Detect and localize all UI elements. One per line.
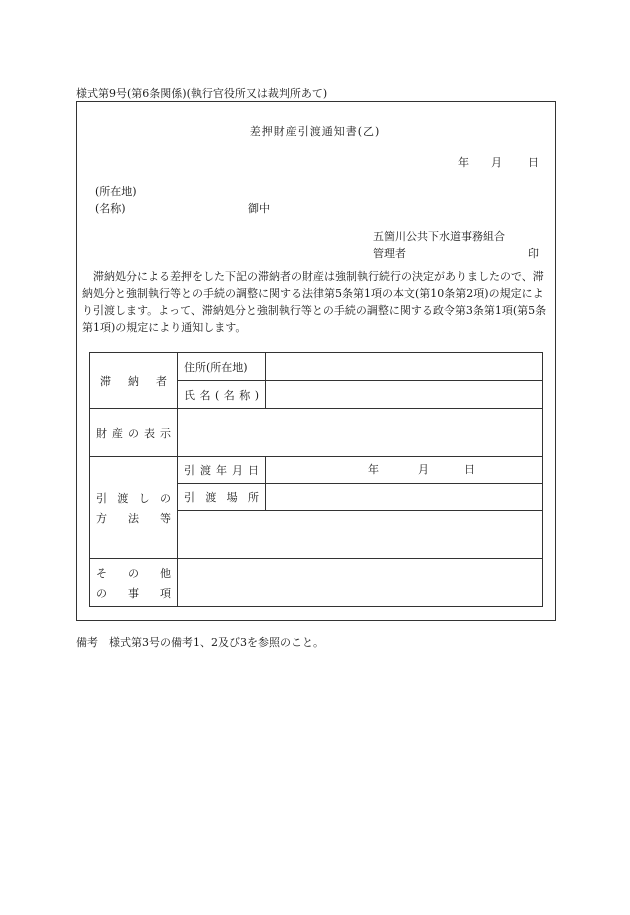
body-paragraph: 滞納処分による差押をした下記の滞納者の財産は強制執行続行の決定がありましたので、滞納処分と強制執行等との手続の調整に関する法律第5条第1項の本文(第10条第2項)の規定により引渡します。よって、滞納処分と強制執行等との手続の調整に関する政令第3条第1項(第5条第1項)の規定により通知します。: [82, 270, 547, 334]
page-title: 差押財産引渡通知書(乙): [249, 125, 381, 138]
sender-organization: 五箇川公共下水道事務組合: [373, 230, 505, 243]
other-label-line1: その他: [96, 566, 171, 580]
other-label-cell: [90, 559, 178, 607]
name-label: 氏名(名称): [184, 388, 259, 402]
date-month-label: 月: [491, 156, 502, 169]
form-label: 様式第9号(第6条関係)(執行官役所又は裁判所あて): [76, 87, 328, 100]
property-value-cell[interactable]: [178, 409, 543, 457]
delivery-date-label-cell: [178, 457, 266, 484]
other-label-line2: の事項: [96, 586, 171, 600]
delivery-year-label: 年: [368, 463, 379, 476]
date-year-label: 年: [458, 156, 469, 169]
delivery-place-label-cell: [178, 484, 266, 511]
delivery-date-value-cell[interactable]: [266, 457, 543, 484]
delivery-place-label: 引渡場所: [184, 491, 259, 504]
address-label: 住所(所在地): [184, 360, 248, 374]
name-value-cell[interactable]: [266, 381, 543, 409]
sender-manager: 管理者: [373, 247, 406, 260]
delivery-label-line2: 方法等: [96, 511, 171, 525]
delinquent-label-cell: [90, 353, 178, 409]
other-value-cell[interactable]: [178, 559, 543, 607]
name-label-cell: [178, 381, 266, 409]
address-label-cell: [178, 353, 266, 381]
property-label-cell: [90, 409, 178, 457]
details-table: [89, 352, 543, 607]
seal-mark: 印: [528, 247, 539, 260]
delivery-label-cell: [90, 457, 178, 559]
recipient-address-label: (所在地): [95, 185, 137, 198]
delivery-label-line1: 引渡しの: [96, 491, 171, 505]
delivery-place-value-cell[interactable]: [266, 484, 543, 511]
remarks-note: 備考 様式第3号の備考1、2及び3を参照のこと。: [76, 636, 324, 649]
date-day-label: 日: [528, 156, 539, 169]
property-label: 財産の表示: [96, 426, 171, 440]
delivery-date-label: 引渡年月日: [184, 464, 259, 477]
delivery-extra-cell[interactable]: [178, 511, 543, 559]
delinquent-label: 滞納者: [100, 374, 167, 388]
delivery-month-label: 月: [418, 463, 429, 476]
address-value-cell[interactable]: [266, 353, 543, 381]
recipient-name-label: (名称): [95, 202, 126, 215]
recipient-honorific: 御中: [248, 202, 270, 215]
delivery-day-label: 日: [464, 463, 475, 476]
